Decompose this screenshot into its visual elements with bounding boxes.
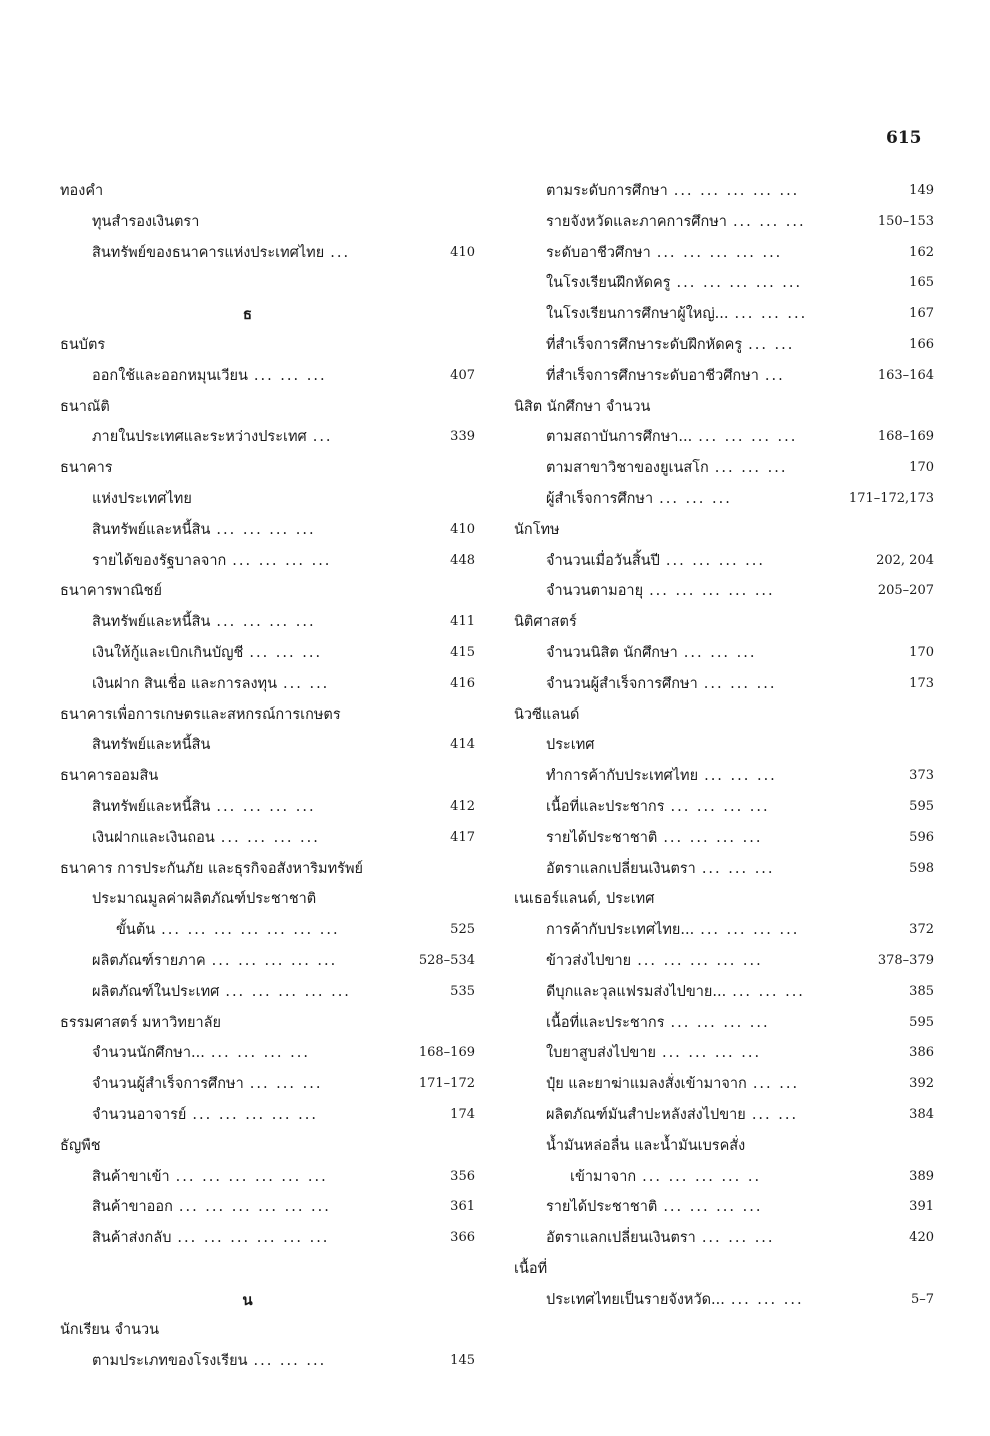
entry-leader-dots: ... ... ... [704, 768, 777, 785]
entry-page-ref: 339 [450, 429, 475, 445]
index-entry [514, 669, 934, 700]
entry-leader-dots: ... ... ... [714, 460, 788, 477]
index-heading [514, 392, 934, 423]
index-entry [514, 730, 934, 761]
entry-leader-dots: ... ... ... ... ... [637, 952, 763, 969]
entry-leader-dots: ... ... ... ... [210, 1045, 310, 1062]
entry-page-ref: 392 [909, 1076, 934, 1092]
entry-page-ref: 598 [909, 860, 934, 876]
index-entry [60, 669, 475, 700]
index-entry [514, 238, 934, 269]
entry-leader-dots: ... ... ... ... ... ... [175, 1168, 328, 1185]
entry-label: เงินฝาก สินเชื่อ และการลงทุน [92, 675, 278, 692]
entry-label: นิสิต นักศึกษา จำนวน [514, 398, 651, 415]
entry-leader-dots: ... ... ... ... [670, 1014, 770, 1031]
entry-label: ผลิตภัณฑ์ในประเทศ [92, 983, 220, 1000]
index-entry [514, 299, 934, 330]
entry-label: ที่สำเร็จการศึกษาระดับอาชีวศึกษา [546, 367, 759, 384]
entry-page-ref: 170 [909, 460, 934, 476]
index-heading [514, 700, 934, 731]
entry-leader-dots: ... ... ... ... .. [642, 1168, 762, 1185]
entry-label: ออกใช้และออกหมุนเวียน [92, 367, 248, 384]
entry-label: ที่สำเร็จการศึกษาระดับฝึกหัดครู [546, 336, 743, 353]
entry-page-ref: 378–379 [877, 952, 934, 968]
index-entry [60, 238, 475, 269]
entry-page-ref: 391 [909, 1199, 934, 1215]
entry-leader-dots: ... [330, 244, 351, 261]
index-entry [60, 484, 475, 515]
index-heading [60, 1131, 475, 1162]
entry-leader-dots: ... [764, 367, 785, 384]
index-entry [514, 546, 934, 577]
entry-label: ธนาคาร การประกันภัย และธุรกิจอสังหาริมทรัพย์ [60, 860, 364, 877]
index-entry [60, 1223, 475, 1254]
entry-page-ref: 356 [450, 1168, 475, 1184]
entry-page-ref: 595 [909, 798, 934, 814]
index-entry [60, 792, 475, 823]
index-entry [514, 361, 934, 392]
entry-label: เงินให้กู้และเบิกเกินบัญชี [92, 644, 244, 661]
entry-leader-dots: ... ... ... ... [663, 829, 763, 846]
entry-page-ref: 171–172 [418, 1076, 475, 1092]
entry-label: ธนาณัติ [60, 398, 110, 415]
entry-label: น้ำมันหล่อลื่น และน้ำมันเบรคสั่ง [546, 1137, 746, 1154]
index-entry [514, 1008, 934, 1039]
entry-label: จำนวนอาจารย์ [92, 1106, 187, 1123]
entry-page-ref: 162 [909, 244, 934, 260]
index-heading [60, 576, 475, 607]
entry-leader-dots: ... ... [751, 1106, 799, 1123]
entry-leader-dots: ... ... ... [253, 367, 327, 384]
index-entry [60, 884, 475, 915]
entry-page-ref: 168–169 [877, 429, 934, 445]
entry-label: สินทรัพย์และหนี้สิน [92, 737, 211, 754]
entry-label: เนื้อที่ [514, 1260, 548, 1277]
index-entry [60, 422, 475, 453]
entry-leader-dots: ... ... ... ... ... [211, 952, 338, 969]
entry-label: ปุ๋ย และยาฆ่าแมลงสั่งเข้ามาจาก [546, 1076, 747, 1093]
entry-leader-dots: ... ... [748, 336, 795, 353]
index-entry [514, 854, 934, 885]
entry-leader-dots: ... ... ... ... [663, 1199, 763, 1216]
entry-label: ขั้นต้น [116, 922, 156, 939]
entry-label: การค้ากับประเทศไทย... [546, 922, 695, 939]
entry-page-ref: 528–534 [418, 952, 475, 968]
index-entry [514, 1162, 934, 1193]
entry-label: รายได้ประชาชาติ [546, 1199, 658, 1216]
entry-leader-dots: ... ... ... [730, 1291, 804, 1308]
entry-leader-dots: ... ... ... [703, 675, 777, 692]
entry-leader-dots: ... ... ... [659, 490, 732, 507]
entry-label: สินค้าส่งกลับ [92, 1230, 172, 1247]
entry-page-ref: 448 [450, 552, 475, 568]
entry-label: ผลิตภัณฑ์มันสำปะหลังส่งไปขาย [546, 1106, 746, 1123]
entry-page-ref: 414 [450, 737, 475, 753]
entry-leader-dots: ... ... ... ... ... [676, 275, 803, 292]
entry-label: นิติศาสตร์ [514, 614, 577, 631]
entry-label: ตามสาขาวิชาของยูเนสโก [546, 460, 709, 477]
entry-label: เนื้อที่และประชากร [546, 798, 665, 815]
entry-label: นิวซีแลนด์ [514, 706, 580, 723]
entry-page-ref: 373 [909, 768, 934, 784]
index-column-right [514, 176, 934, 1315]
index-heading [514, 515, 934, 546]
index-entry [514, 761, 934, 792]
entry-label: ภายในประเทศและระหว่างประเทศ [92, 429, 307, 446]
entry-label: นักเรียน จำนวน [60, 1322, 160, 1339]
entry-leader-dots: ... ... [283, 675, 330, 692]
index-entry [60, 730, 475, 761]
entry-leader-dots: ... ... ... [734, 306, 808, 323]
entry-label: ในโรงเรียนฝึกหัดครู [546, 275, 671, 292]
index-entry [514, 823, 934, 854]
entry-label: ประมาณมูลค่าผลิตภัณฑ์ประชาชาติ [92, 891, 317, 908]
index-entry [60, 1069, 475, 1100]
entry-page-ref: 410 [450, 521, 475, 537]
section-letter-heading: น [242, 1290, 253, 1309]
index-heading [60, 176, 475, 207]
index-entry [514, 977, 934, 1008]
entry-leader-dots: ... ... ... ... [216, 614, 316, 631]
index-entry [514, 422, 934, 453]
entry-page-ref: 412 [450, 798, 475, 814]
entry-label: สินทรัพย์และหนี้สิน [92, 614, 211, 631]
entry-label: จำนวนตามอายุ [546, 583, 644, 600]
entry-leader-dots: ... ... ... ... [216, 798, 316, 815]
entry-page-ref: 163–164 [877, 367, 934, 383]
entry-label: ประเทศ [546, 737, 595, 754]
index-heading [60, 854, 475, 885]
entry-leader-dots: ... ... ... [732, 983, 805, 1000]
entry-leader-dots: ... ... ... [732, 213, 806, 230]
index-entry [60, 1162, 475, 1193]
entry-label: ธนาคารพาณิชย์ [60, 583, 163, 600]
index-heading [60, 761, 475, 792]
index-entry [60, 546, 475, 577]
index-entry [514, 915, 934, 946]
entry-page-ref: 535 [450, 983, 475, 999]
entry-page-ref: 415 [450, 644, 475, 660]
entry-leader-dots: ... ... ... ... ... ... ... [161, 922, 340, 939]
index-entry [514, 453, 934, 484]
entry-page-ref: 595 [909, 1014, 934, 1030]
entry-label: ทุนสำรองเงินตรา [92, 213, 200, 230]
entry-leader-dots: ... ... ... ... [216, 521, 316, 538]
entry-label: ระดับอาชีวศึกษา [546, 244, 651, 261]
entry-leader-dots: ... ... ... [701, 1230, 775, 1247]
entry-label: สินค้าขาเข้า [92, 1168, 170, 1185]
index-entry [514, 268, 934, 299]
entry-label: เข้ามาจาก [570, 1168, 637, 1185]
entry-leader-dots: ... ... ... [683, 644, 757, 661]
entry-label: นักโทษ [514, 521, 560, 538]
index-entry [514, 1069, 934, 1100]
entry-label: สินค้าขาออก [92, 1199, 173, 1216]
index-heading [514, 607, 934, 638]
entry-label: จำนวนนักศึกษา... [92, 1045, 205, 1062]
entry-leader-dots: ... ... ... [249, 644, 323, 661]
index-entry [60, 915, 475, 946]
entry-page-ref: 385 [909, 983, 934, 999]
entry-label: รายจังหวัดและภาคการศึกษา [546, 213, 727, 230]
entry-label: จำนวนผู้สำเร็จการศึกษา [546, 675, 698, 692]
entry-page-ref: 171–172,173 [848, 490, 934, 506]
entry-label: ธัญพืช [60, 1137, 101, 1154]
index-entry [514, 1100, 934, 1131]
entry-leader-dots: ... ... ... [253, 1353, 327, 1370]
entry-page-ref: 525 [450, 922, 475, 938]
index-heading [60, 453, 475, 484]
entry-page-ref: 416 [450, 675, 475, 691]
entry-leader-dots: ... ... ... ... [700, 922, 800, 939]
entry-page-ref: 361 [450, 1199, 475, 1215]
entry-leader-dots: ... ... ... [249, 1076, 323, 1093]
entry-leader-dots: ... ... ... [701, 860, 775, 877]
entry-page-ref: 386 [909, 1045, 934, 1061]
entry-page-ref: 149 [909, 183, 934, 198]
entry-label: ธนาคารเพื่อการเกษตรและสหกรณ์การเกษตร [60, 706, 341, 723]
entry-leader-dots: ... ... ... ... [665, 552, 765, 569]
entry-label: เนื้อที่และประชากร [546, 1014, 665, 1031]
entry-label: จำนวนเมื่อวันสิ้นปี [546, 552, 660, 569]
index-heading [514, 884, 934, 915]
entry-leader-dots: ... ... ... ... ... ... [178, 1199, 331, 1216]
entry-page-ref: 166 [909, 336, 934, 352]
index-entry [514, 1131, 934, 1162]
entry-label: สินทรัพย์และหนี้สิน [92, 521, 211, 538]
index-entry [514, 1192, 934, 1223]
index-entry [60, 946, 475, 977]
entry-leader-dots: ... ... ... ... ... [225, 983, 351, 1000]
index-entry [60, 1038, 475, 1069]
entry-leader-dots: ... ... ... ... [670, 798, 770, 815]
entry-page-ref: 168–169 [418, 1045, 475, 1061]
entry-page-ref: 366 [450, 1230, 475, 1246]
entry-label: จำนวนผู้สำเร็จการศึกษา [92, 1076, 244, 1093]
entry-label: ผู้สำเร็จการศึกษา [546, 490, 654, 507]
index-entry [60, 607, 475, 638]
page-number: 615 [886, 128, 922, 148]
entry-leader-dots: ... ... ... ... [232, 552, 332, 569]
entry-page-ref: 407 [450, 367, 475, 383]
entry-page-ref: 389 [909, 1168, 934, 1184]
entry-page-ref: 411 [450, 614, 475, 630]
index-entry [514, 946, 934, 977]
index-entry [514, 576, 934, 607]
index-entry [60, 977, 475, 1008]
entry-label: สินทรัพย์และหนี้สิน [92, 798, 211, 815]
entry-label: ธนบัตร [60, 336, 106, 353]
entry-label: ในโรงเรียนการศึกษาผู้ใหญ่... [546, 306, 729, 323]
entry-leader-dots: ... [312, 429, 333, 446]
entry-label: ใบยาสูบส่งไปขาย [546, 1045, 656, 1062]
entry-label: ทำการค้ากับประเทศไทย [546, 768, 699, 785]
entry-label: ตามประเภทของโรงเรียน [92, 1353, 248, 1370]
entry-page-ref: 145 [450, 1353, 475, 1369]
index-entry [60, 207, 475, 238]
section-spacer [60, 1254, 475, 1285]
index-entry [514, 1223, 934, 1254]
index-entry [60, 823, 475, 854]
index-entry [60, 515, 475, 546]
entry-page-ref: 167 [909, 306, 934, 322]
entry-label: ธนาคารออมสิน [60, 768, 159, 785]
entry-page-ref: 205–207 [877, 583, 934, 599]
index-entry [514, 792, 934, 823]
index-heading [60, 1315, 475, 1346]
index-entry [60, 1192, 475, 1223]
entry-label: สินทรัพย์ของธนาคารแห่งประเทศไทย [92, 244, 325, 261]
entry-label: แห่งประเทศไทย [92, 490, 192, 507]
index-entry [60, 638, 475, 669]
section-letter-heading: ธ [242, 305, 253, 324]
index-heading [60, 1008, 475, 1039]
entry-label: ตามระดับการศึกษา [546, 183, 668, 199]
entry-label: เงินฝากและเงินถอน [92, 829, 215, 846]
entry-page-ref: 174 [450, 1106, 475, 1122]
entry-label: ทองคำ [60, 183, 104, 199]
entry-leader-dots: ... ... ... ... ... [649, 583, 775, 600]
entry-label: รายได้ประชาชาติ [546, 829, 658, 846]
entry-page-ref: 596 [909, 829, 934, 845]
entry-page-ref: 150–153 [877, 213, 934, 229]
entry-label: ประเทศไทยเป็นรายจังหวัด... [546, 1291, 725, 1308]
entry-page-ref: 410 [450, 244, 475, 260]
entry-leader-dots: ... ... ... ... [698, 429, 798, 446]
entry-page-ref: 420 [909, 1230, 934, 1246]
index-heading [514, 1254, 934, 1285]
entry-label: ตามสถาบันการศึกษา... [546, 429, 693, 446]
entry-page-ref: 384 [909, 1106, 934, 1122]
index-column-left [60, 176, 475, 1377]
entry-label: ผลิตภัณฑ์รายภาค [92, 952, 206, 969]
entry-leader-dots: ... ... ... ... ... [656, 244, 783, 261]
index-entry [514, 176, 934, 207]
entry-label: ธนาคาร [60, 460, 113, 477]
entry-label: อัตราแลกเปลี่ยนเงินตรา [546, 860, 696, 877]
entry-page-ref: 5–7 [910, 1291, 934, 1307]
entry-label: รายได้ของรัฐบาลจาก [92, 552, 227, 569]
index-entry [514, 1285, 934, 1316]
entry-leader-dots: ... ... ... ... ... [673, 183, 800, 199]
entry-label: ดีบุกและวุลแฟรมส่งไปขาย... [546, 983, 727, 1000]
entry-page-ref: 170 [909, 644, 934, 660]
index-heading [60, 330, 475, 361]
index-entry [514, 207, 934, 238]
index-heading [60, 700, 475, 731]
entry-page-ref: 173 [909, 675, 934, 691]
entry-page-ref: 165 [909, 275, 934, 291]
index-entry [60, 361, 475, 392]
entry-leader-dots: ... ... ... ... ... ... [177, 1230, 330, 1247]
index-entry [514, 330, 934, 361]
entry-leader-dots: ... ... ... ... [220, 829, 320, 846]
entry-label: ธรรมศาสตร์ มหาวิทยาลัย [60, 1014, 221, 1031]
entry-leader-dots: ... ... ... ... [661, 1045, 762, 1062]
entry-page-ref: 202, 204 [876, 552, 934, 568]
index-entry [514, 1038, 934, 1069]
entry-leader-dots: ... ... ... ... ... [192, 1106, 318, 1123]
entry-label: ข้าวส่งไปขาย [546, 952, 632, 969]
index-entry [60, 1346, 475, 1377]
entry-page-ref: 372 [909, 922, 934, 938]
entry-page-ref: 417 [450, 829, 475, 845]
index-entry [514, 638, 934, 669]
entry-label: จำนวนนิสิต นักศึกษา [546, 644, 678, 661]
index-entry [514, 484, 934, 515]
entry-label: อัตราแลกเปลี่ยนเงินตรา [546, 1230, 696, 1247]
index-entry [60, 1100, 475, 1131]
entry-label: เนเธอร์แลนด์, ประเทศ [514, 891, 655, 908]
index-heading [60, 392, 475, 423]
entry-leader-dots: ... ... [752, 1076, 800, 1093]
section-spacer [60, 268, 475, 299]
